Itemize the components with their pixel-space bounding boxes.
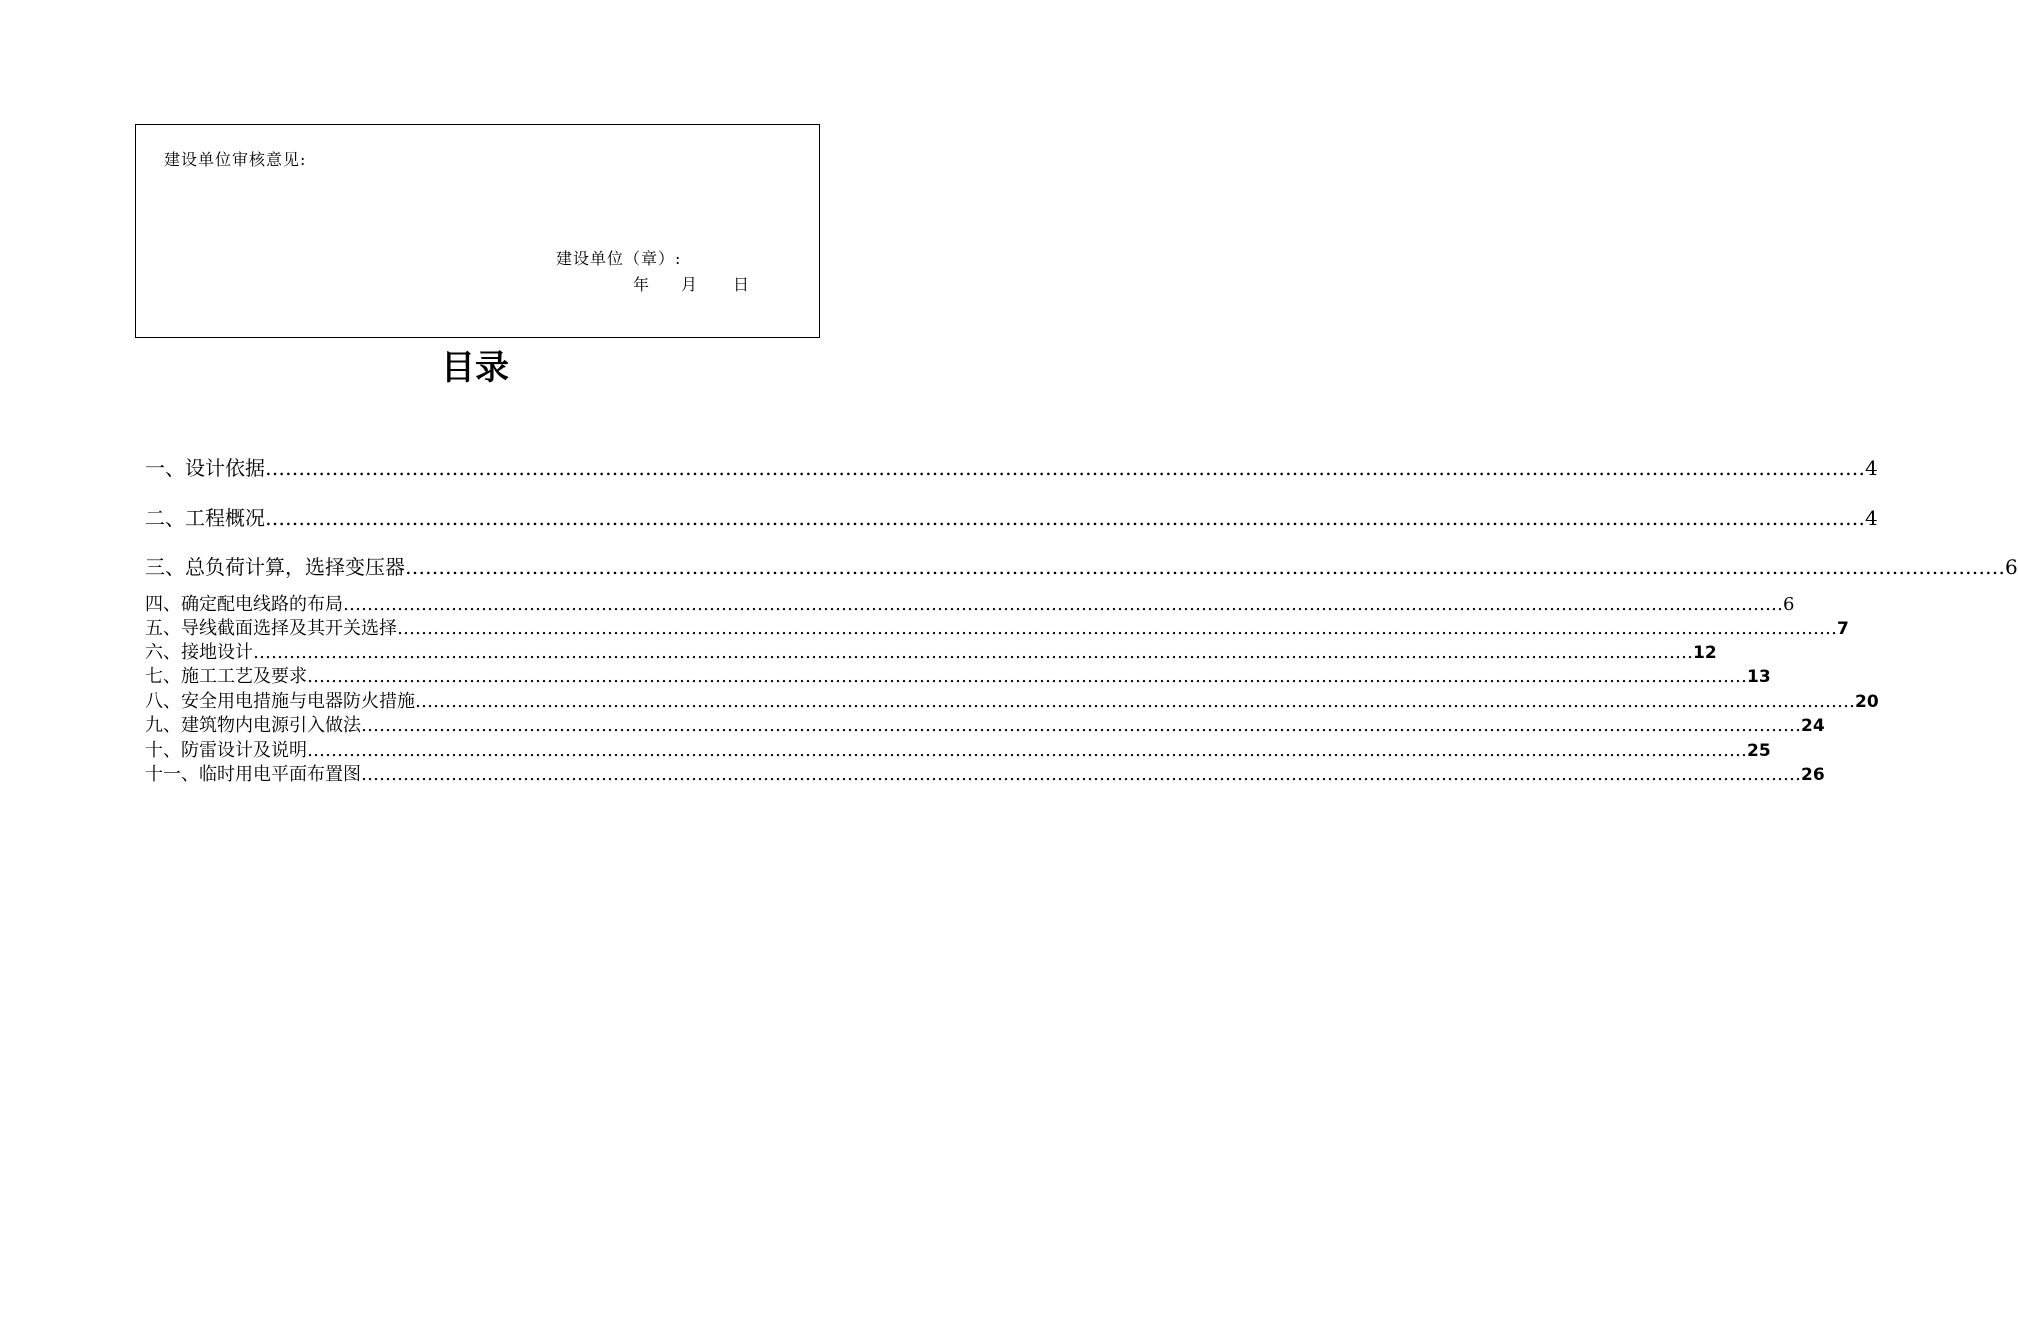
toc-title: 目录 <box>441 348 509 388</box>
toc-entry-label: 五、导线截面选择及其开关选择 <box>145 618 397 639</box>
toc-entry-page: 4 <box>1865 456 1878 480</box>
toc-entry-label: 七、施工工艺及要求 <box>145 666 307 687</box>
review-box <box>135 124 820 338</box>
toc-leader-dots: …………………………………………………………………………………………………………………………………………………………………………………………………………………… <box>265 506 1865 530</box>
toc-entry-label: 三、总负荷计算，选择变压器 <box>145 555 405 579</box>
month-label: 月 <box>681 275 698 294</box>
toc-leader-dots: …………………………………………………………………………………………………………………………………………………………………………………………………………………… <box>415 691 1855 712</box>
toc-leader-dots: …………………………………………………………………………………………………………………………………………………………………………………………………………………… <box>307 740 1747 761</box>
toc-entry-label: 一、设计依据 <box>145 456 265 480</box>
toc-entry[interactable] <box>145 452 1878 481</box>
toc-leader-dots: …………………………………………………………………………………………………………………………………………………………………………………………………………………… <box>405 555 2005 579</box>
toc-leader-dots: …………………………………………………………………………………………………………………………………………………………………………………………………………………… <box>265 456 1865 480</box>
toc-entry-page: 4 <box>1865 506 1878 530</box>
year-label: 年 <box>633 275 650 294</box>
toc-entry-page: 24 <box>1801 716 1825 736</box>
toc-entry-label: 八、安全用电措施与电器防火措施 <box>145 691 415 712</box>
toc-entry-label: 九、建筑物内电源引入做法 <box>145 715 361 736</box>
toc-entry-label: 二、工程概况 <box>145 506 265 530</box>
toc-entry[interactable] <box>145 614 1849 640</box>
toc-entry-page: 20 <box>1855 692 1879 712</box>
toc-entry-page: 6 <box>1783 594 1795 615</box>
toc-entry-page: 12 <box>1693 643 1717 663</box>
toc-entry[interactable] <box>145 736 1771 762</box>
toc-leader-dots: …………………………………………………………………………………………………………………………………………………………………………………………………………………… <box>361 764 1801 785</box>
toc-entry-page: 25 <box>1747 741 1771 761</box>
unit-seal-label: 建设单位（章）: <box>556 249 682 268</box>
toc-entry[interactable] <box>145 590 1795 616</box>
toc-leader-dots: …………………………………………………………………………………………………………………………………………………………………………………………………………………… <box>343 594 1783 615</box>
toc-entry-label: 十、防雷设计及说明 <box>145 740 307 761</box>
toc-leader-dots: …………………………………………………………………………………………………………………………………………………………………………………………………………………… <box>361 715 1801 736</box>
toc-entry-page: 6 <box>2005 555 2018 579</box>
toc-entry[interactable] <box>145 638 1717 664</box>
day-label: 日 <box>733 275 750 294</box>
date-line <box>633 272 749 295</box>
toc-leader-dots: …………………………………………………………………………………………………………………………………………………………………………………………………………………… <box>397 618 1837 639</box>
toc-entry[interactable] <box>145 711 1825 737</box>
toc-entry-label: 四、确定配电线路的布局 <box>145 594 343 615</box>
toc-leader-dots: …………………………………………………………………………………………………………………………………………………………………………………………………………………… <box>307 666 1747 687</box>
toc-leader-dots: …………………………………………………………………………………………………………………………………………………………………………………………………………………… <box>253 642 1693 663</box>
toc-entry-page: 13 <box>1747 667 1771 687</box>
toc-entry-page: 7 <box>1837 619 1849 639</box>
toc-entry[interactable] <box>145 760 1825 786</box>
review-opinion-label: 建设单位审核意见: <box>164 150 307 169</box>
toc-entry-page: 26 <box>1801 765 1825 785</box>
toc-entry[interactable] <box>145 551 2018 580</box>
toc-entry[interactable] <box>145 687 1879 713</box>
toc-entry-label: 十一、临时用电平面布置图 <box>145 764 361 785</box>
toc-entry[interactable] <box>145 502 1878 531</box>
toc-entry-label: 六、接地设计 <box>145 642 253 663</box>
toc-entry[interactable] <box>145 662 1771 688</box>
